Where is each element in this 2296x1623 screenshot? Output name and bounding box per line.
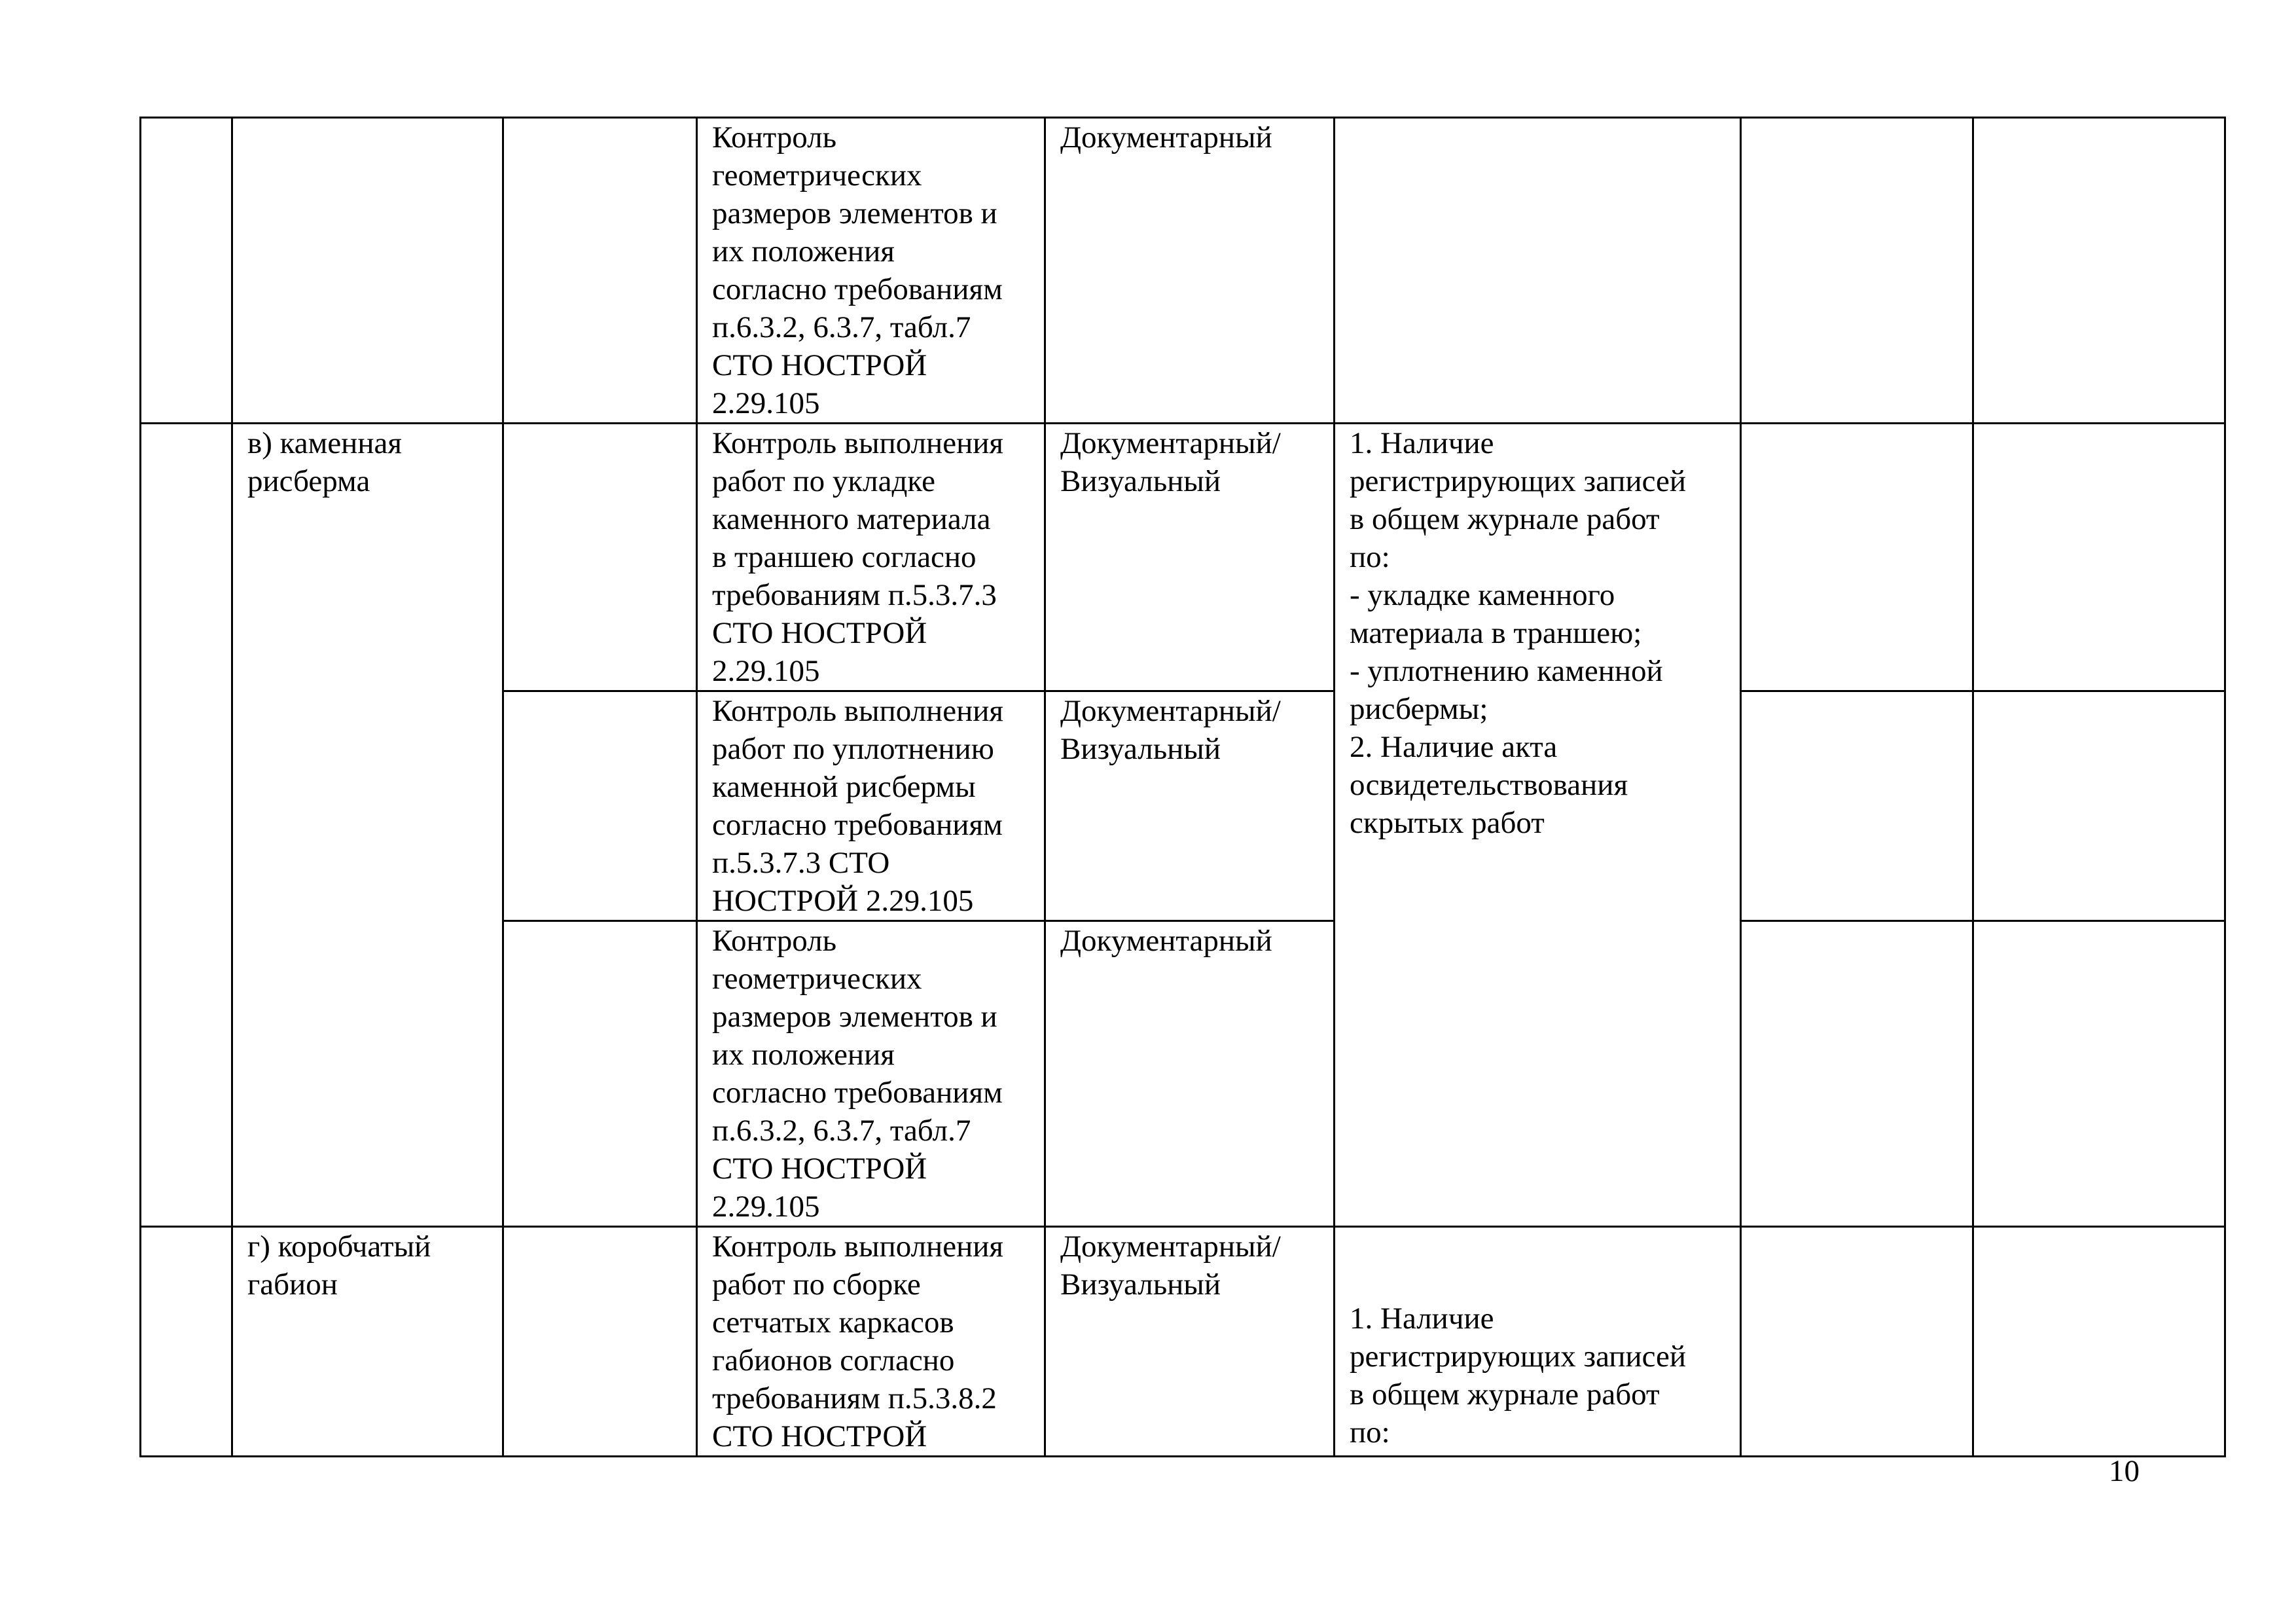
table-cell	[1741, 118, 1973, 424]
table-cell	[1973, 691, 2225, 921]
table-cell	[1741, 921, 1973, 1227]
table-cell	[503, 424, 697, 691]
result-cell: 1. Наличие регистрирующих записей в общем журнале работ по:	[1335, 1227, 1741, 1457]
table-cell	[1973, 921, 2225, 1227]
table-cell	[141, 424, 232, 1227]
stage-cell: в) каменная рисберма	[232, 424, 503, 1227]
control-cell: Контроль геометрических размеров элементов и их положения согласно требованиям п.6.3.2, 6.3.7, табл.7 СТО НОСТРОЙ 2.29.105	[697, 921, 1045, 1227]
result-cell: 1. Наличие регистрирующих записей в общем журнале работ по: - укладке каменного материала в траншею; - уплотнению каменной рисбермы; 2. Наличие акта освидетельствования скрытых работ	[1335, 424, 1741, 1227]
table-row	[141, 424, 2225, 691]
method-cell: Документарный	[1045, 118, 1335, 424]
control-cell: Контроль выполнения работ по уплотнению каменной рисбермы согласно требованиям п.5.3.7.3 СТО НОСТРОЙ 2.29.105	[697, 691, 1045, 921]
table-row	[141, 118, 2225, 424]
result-cell	[1335, 118, 1741, 424]
table-cell	[1741, 424, 1973, 691]
method-cell: Документарный/ Визуальный	[1045, 691, 1335, 921]
table-cell	[503, 691, 697, 921]
control-cell: Контроль выполнения работ по сборке сетчатых каркасов габионов согласно требованиям п.5.3.8.2 СТО НОСТРОЙ	[697, 1227, 1045, 1457]
table-cell	[1973, 424, 2225, 691]
method-cell: Документарный	[1045, 921, 1335, 1227]
control-table	[139, 117, 2226, 1457]
table-cell	[1973, 1227, 2225, 1457]
control-cell: Контроль выполнения работ по укладке каменного материала в траншею согласно требованиям п.5.3.7.3 СТО НОСТРОЙ 2.29.105	[697, 424, 1045, 691]
method-cell: Документарный/ Визуальный	[1045, 1227, 1335, 1457]
table-cell	[503, 118, 697, 424]
table-cell	[1741, 1227, 1973, 1457]
table-cell	[141, 1227, 232, 1457]
table-cell	[503, 1227, 697, 1457]
stage-cell: г) коробчатый габион	[232, 1227, 503, 1457]
method-cell: Документарный/ Визуальный	[1045, 424, 1335, 691]
page-number: 10	[2109, 1454, 2140, 1488]
table-cell	[1741, 691, 1973, 921]
stage-cell	[232, 118, 503, 424]
table-cell	[503, 921, 697, 1227]
table-cell	[1973, 118, 2225, 424]
table-cell	[141, 118, 232, 424]
table-row	[141, 1227, 2225, 1457]
control-cell: Контроль геометрических размеров элементов и их положения согласно требованиям п.6.3.2, 6.3.7, табл.7 СТО НОСТРОЙ 2.29.105	[697, 118, 1045, 424]
